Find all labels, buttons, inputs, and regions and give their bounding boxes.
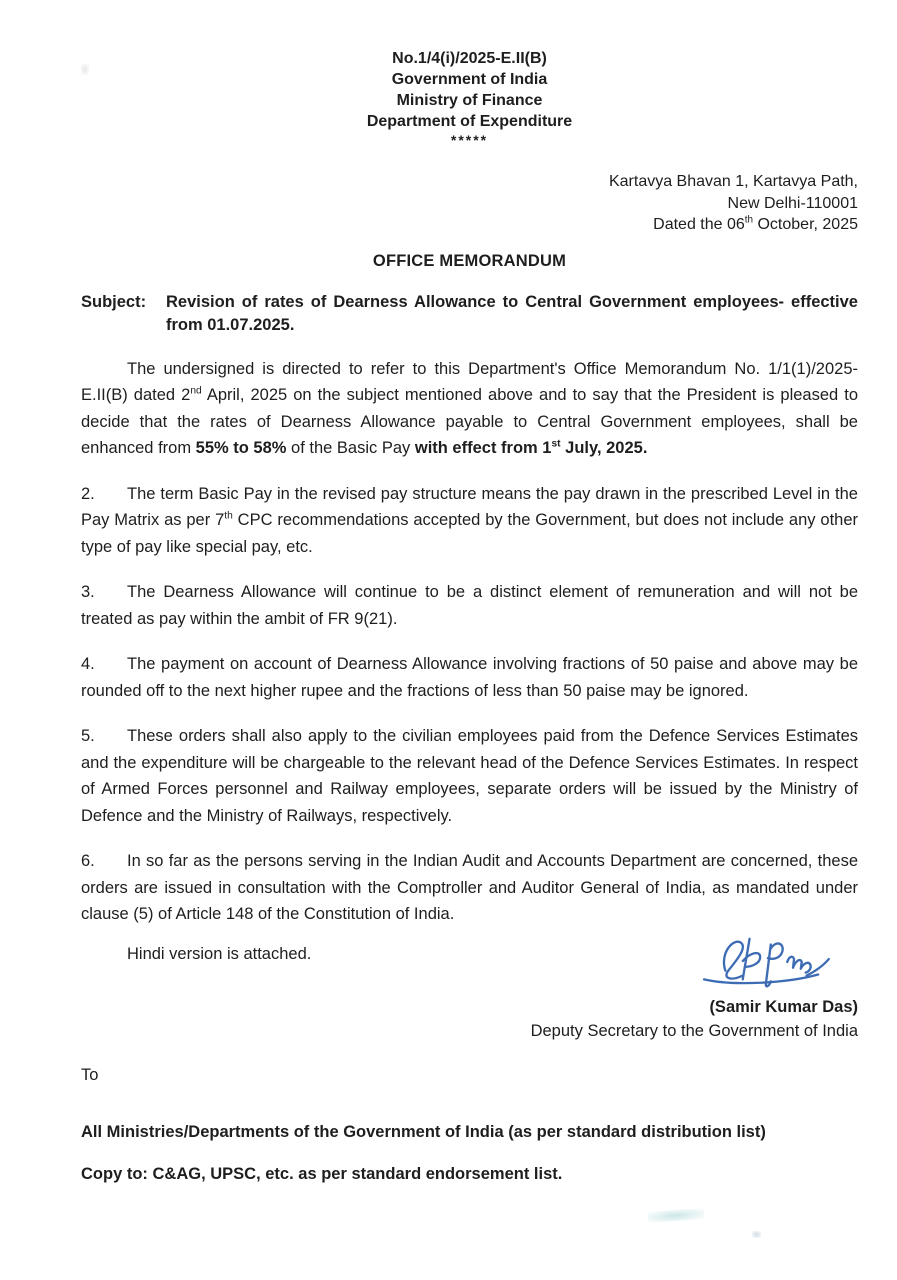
paragraph-6 xyxy=(81,848,858,928)
signature-ink-icon xyxy=(690,932,840,990)
date-prefix: Dated the 06 xyxy=(653,216,745,233)
to-label: To xyxy=(81,1065,99,1084)
signature-strokes xyxy=(704,938,829,986)
org-line-department: Department of Expenditure xyxy=(366,113,573,130)
p4-text: The payment on account of Dearness Allowance involving fractions of 50 paise and above may be rounded off to the next higher rupee and the fractions of less than 50 paise may be ignored. xyxy=(81,655,858,700)
org-line-ministry: Ministry of Finance xyxy=(396,92,543,109)
p4-number: 4. xyxy=(81,655,95,673)
scan-artifact xyxy=(752,1231,761,1238)
reference-number: No.1/4(i)/2025-E.II(B) xyxy=(392,50,547,67)
p1-sup-st: st xyxy=(551,438,561,450)
paragraph-1 xyxy=(81,356,858,462)
p5-number: 5. xyxy=(81,727,95,745)
p6-number: 6. xyxy=(81,852,95,870)
p5-text: These orders shall also apply to the civilian employees paid from the Defence Services Estimates and the expenditure will be chargeable to the relevant head of the Defence Services Estimates. In respect of Armed Forces personnel and Railway employees, separate orders will be issued by the Ministry of Defence and the Ministry of Railways, respectively. xyxy=(81,727,858,825)
p6-text: In so far as the persons serving in the Indian Audit and Accounts Department are concerned, these orders are issued in consultation with the Comptroller and Auditor General of India, as mandated under clause (5) of Article 148 of the Constitution of India. xyxy=(81,852,858,923)
subject-label: Subject: xyxy=(81,292,147,311)
star-separator: ***** xyxy=(450,132,489,148)
paragraph-5 xyxy=(81,723,858,829)
p1-run1: The undersigned is directed to refer to this Department's Office Memorandum No. 1/1(1)/2025-E.II(B) dated 2 xyxy=(81,359,858,404)
p3-number: 3. xyxy=(81,583,95,601)
date-line xyxy=(81,214,858,236)
p1-run3: of the Basic Pay xyxy=(286,439,415,457)
memo-title: OFFICE MEMORANDUM xyxy=(372,251,567,270)
signatory-name: (Samir Kumar Das) xyxy=(709,997,858,1016)
p2-sup-th: th xyxy=(224,510,233,522)
scan-artifact xyxy=(81,64,89,75)
paragraph-2 xyxy=(81,481,858,561)
letterhead xyxy=(81,48,858,147)
paragraph-4 xyxy=(81,651,858,704)
org-line-government: Government of India xyxy=(391,71,548,88)
paragraph-3 xyxy=(81,579,858,632)
subject-block xyxy=(81,291,858,337)
date-suffix: October, 2025 xyxy=(753,216,858,233)
p1-bold-effect: with effect from 1 xyxy=(414,439,552,457)
subject-text: Revision of rates of Dearness Allowance to Central Government employees- effective from 01.07.2025. xyxy=(166,292,858,334)
p2-run1: The term Basic Pay in the revised pay structure means the pay drawn in the prescribed Level in the Pay Matrix as per 7 xyxy=(81,484,858,529)
p1-run2: April, 2025 on the subject mentioned above and to say that the President is pleased to decide that the rates of Dearness Allowance payable to Central Government employees, shall be enhanced from xyxy=(81,386,858,457)
p1-sup-nd: nd xyxy=(190,385,202,397)
scan-artifact xyxy=(648,1208,705,1223)
p2-number: 2. xyxy=(81,484,95,503)
p2-run2: CPC recommendations accepted by the Government, but does not include any other type of pay like special pay, etc. xyxy=(81,511,859,556)
signatory-designation: Deputy Secretary to the Government of India xyxy=(530,1021,858,1040)
hindi-version-note: Hindi version is attached. xyxy=(127,944,312,963)
distribution-line: All Ministries/Departments of the Government of India (as per standard distribution list) xyxy=(81,1122,766,1141)
copy-to-line: Copy to: C&AG, UPSC, etc. as per standard endorsement list. xyxy=(81,1164,563,1183)
p1-bold-sup-st xyxy=(551,439,560,457)
date-superscript: th xyxy=(744,214,754,226)
address-line-2: New Delhi-110001 xyxy=(727,194,858,212)
p1-bold-date: July, 2025. xyxy=(560,439,648,457)
p3-text: The Dearness Allowance will continue to be a distinct element of remuneration and will not be treated as pay within the ambit of FR 9(21). xyxy=(81,583,858,628)
address-line-1: Kartavya Bhavan 1, Kartavya Path, xyxy=(608,173,858,190)
address-block xyxy=(81,171,858,236)
p1-bold-rates: 55% to 58% xyxy=(195,439,287,457)
